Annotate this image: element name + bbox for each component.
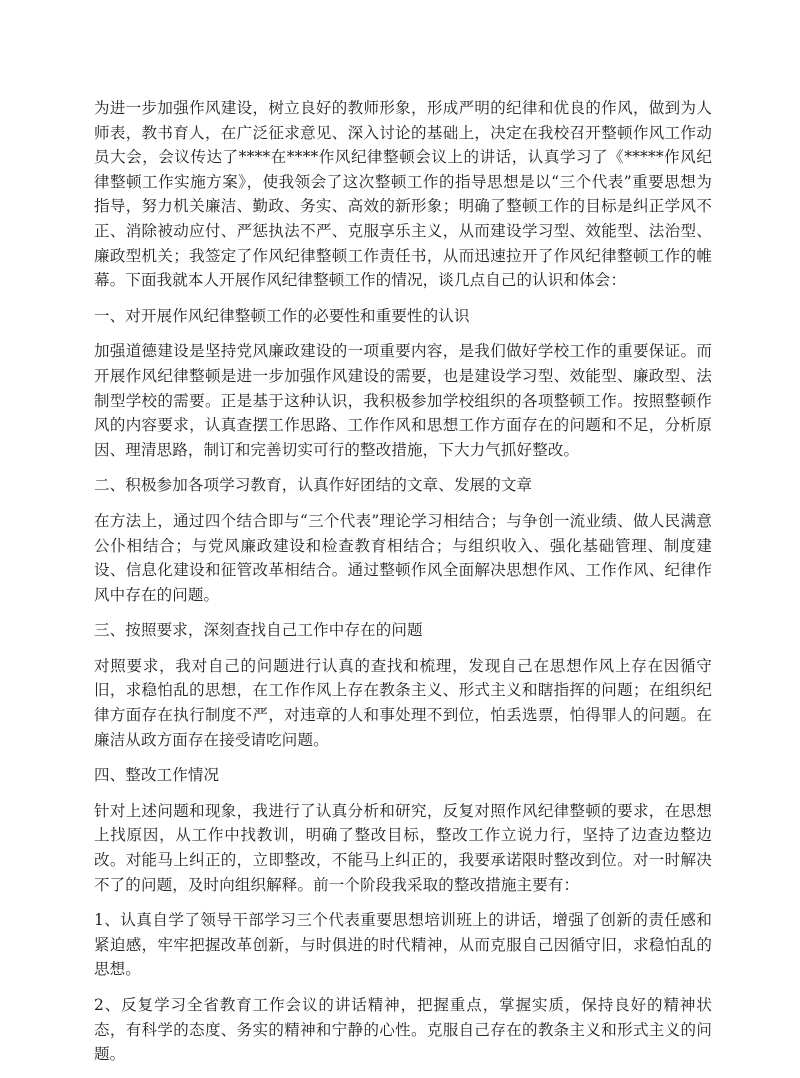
section-heading-1: 一、对开展作风纪律整顿工作的必要性和重要性的认识 [94, 306, 470, 325]
section-heading-2: 二、积极参加各项学习教育，认真作好团结的文章、发展的文章 [94, 476, 533, 495]
section-heading-3: 三、按照要求，深刻查找自己工作中存在的问题 [94, 621, 423, 640]
measure-item-1: 1、认真自学了领导干部学习三个代表重要思想培训班上的讲话，增强了创新的责任感和紧迫感，牢牢把握改革创新，与时俱进的时代精神，从而克服自己因循守旧，求稳怕乱的思想。 [94, 911, 712, 979]
document-body [94, 96, 712, 1078]
section-1-paragraph: 加强道德建设是坚持党风廉政建设的一项重要内容，是我们做好学校工作的重要保证。而开展作风纪律整顿是进一步加强作风建设的需要，也是建设学习型、效能型、廉政型、法制型学校的需要。正是基于这种认识，我积极参加学校组织的各项整顿工作。按照整顿作风的内容要求，认真查摆工作思路、工作作风和思想工作方面存在的问题和不足，分析原因、理清思路，制订和完善切实可行的整改措施，下大力气抓好整改。 [94, 342, 712, 459]
section-4-paragraph: 针对上述问题和现象，我进行了认真分析和研究，反复对照作风纪律整顿的要求，在思想上找原因，从工作中找教训，明确了整改目标，整改工作立说力行，坚持了边查边整边改。对能马上纠正的，立即整改，不能马上纠正的，我要承诺限时整改到位。对一时解决不了的问题，及时向组织解释。前一个阶段我采取的整改措施主要有： [94, 801, 712, 894]
section-2-paragraph: 在方法上，通过四个结合即与“三个代表”理论学习相结合；与争创一流业绩、做人民满意公仆相结合；与党风廉政建设和检查教育相结合；与组织收入、强化基础管理、制度建设、信息化建设和征管改革相结合。通过整顿作风全面解决思想作风、工作作风、纪律作风中存在的问题。 [94, 511, 712, 604]
measure-item-2: 2、反复学习全省教育工作会议的讲话精神，把握重点，掌握实质，保持良好的精神状态，有科学的态度、务实的精神和宁静的心性。克服自己存在的教条主义和形式主义的问题。 [94, 996, 712, 1064]
section-heading-4: 四、整改工作情况 [94, 766, 220, 785]
section-3-paragraph: 对照要求，我对自己的问题进行认真的查找和梳理，发现自己在思想作风上存在因循守旧，求稳怕乱的思想，在工作作风上存在教条主义、形式主义和瞎指挥的问题；在组织纪律方面存在执行制度不严，对违章的人和事处理不到位，怕丢选票，怕得罪人的问题。在廉洁从政方面存在接受请吃问题。 [94, 656, 712, 749]
intro-paragraph: 为进一步加强作风建设，树立良好的教师形象，形成严明的纪律和优良的作风，做到为人师表，教书育人，在广泛征求意见、深入讨论的基础上，决定在我校召开整顿作风工作动员大会，会议传达了****在****作风纪律整顿会议上的讲话，认真学习了《*****作风纪律整顿工作实施方案》，使我领会了这次整顿工作的指导思想是以“三个代表”重要思想为指导，努力机关廉洁、勤政、务实、高效的新形象；明确了整顿工作的目标是纠正学风不正、消除被动应付、严惩执法不严、克服享乐主义，从而建设学习型、效能型、法治型、廉政型机关；我签定了作风纪律整顿工作责任书，从而迅速拉开了作风纪律整顿工作的帷幕。下面我就本人开展作风纪律整顿工作的情况，谈几点自己的认识和体会： [94, 99, 712, 290]
